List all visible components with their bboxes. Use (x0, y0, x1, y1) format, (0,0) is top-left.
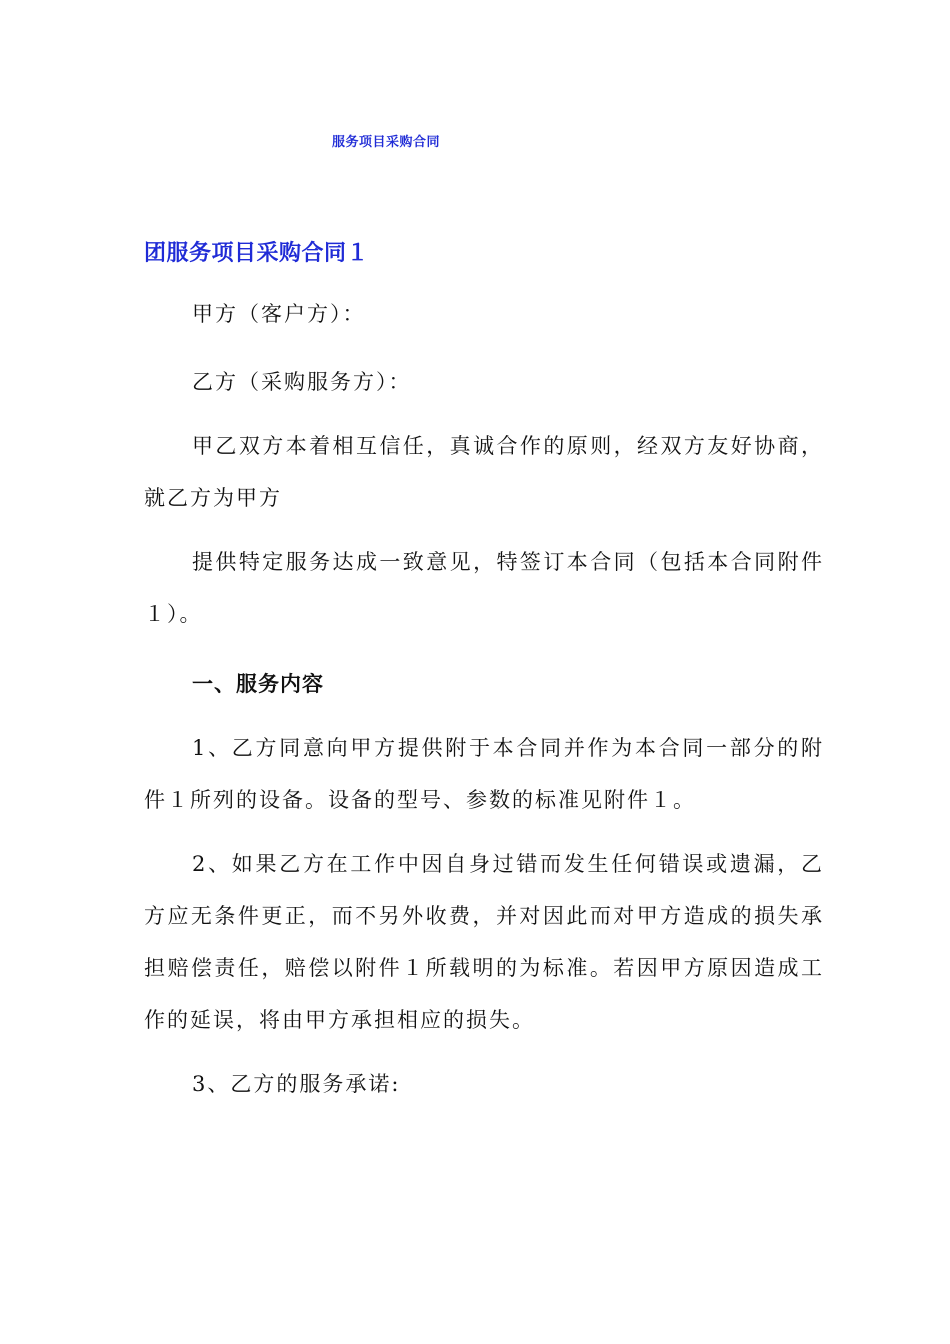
clause-3: 3、乙方的服务承诺: (192, 1072, 401, 1096)
party-a-line: 甲方（客户方）： (192, 302, 366, 326)
party-b-line: 乙方（采购服务方）： (192, 370, 412, 394)
clause-2: 2、如果乙方在工作中因自身过错而发生任何错误或遗漏，乙方应无条件更正，而不另外收费，并对因此而对甲方造成的损失承担赔偿责任，赔偿以附件１所载明的为标准。若因甲方原因造成工作的延误，将由甲方承担相应的损失。 (144, 852, 824, 1032)
clause-1: 1、乙方同意向甲方提供附于本合同并作为本合同一部分的附件１所列的设备。设备的型号、参数的标准见附件１。 (144, 736, 824, 812)
section-1-title: 一、服务内容 (192, 672, 324, 696)
intro-paragraph-1: 甲乙双方本着相互信任，真诚合作的原则，经双方友好协商， 就乙方为甲方 (144, 434, 824, 510)
document-heading: 团服务项目采购合同１ (144, 241, 370, 266)
intro-paragraph-2: 提供特定服务达成一致意见，特签订本合同（包括本合同附件１）。 (144, 550, 824, 626)
page-header-title: 服务项目采购合同 (332, 135, 441, 150)
